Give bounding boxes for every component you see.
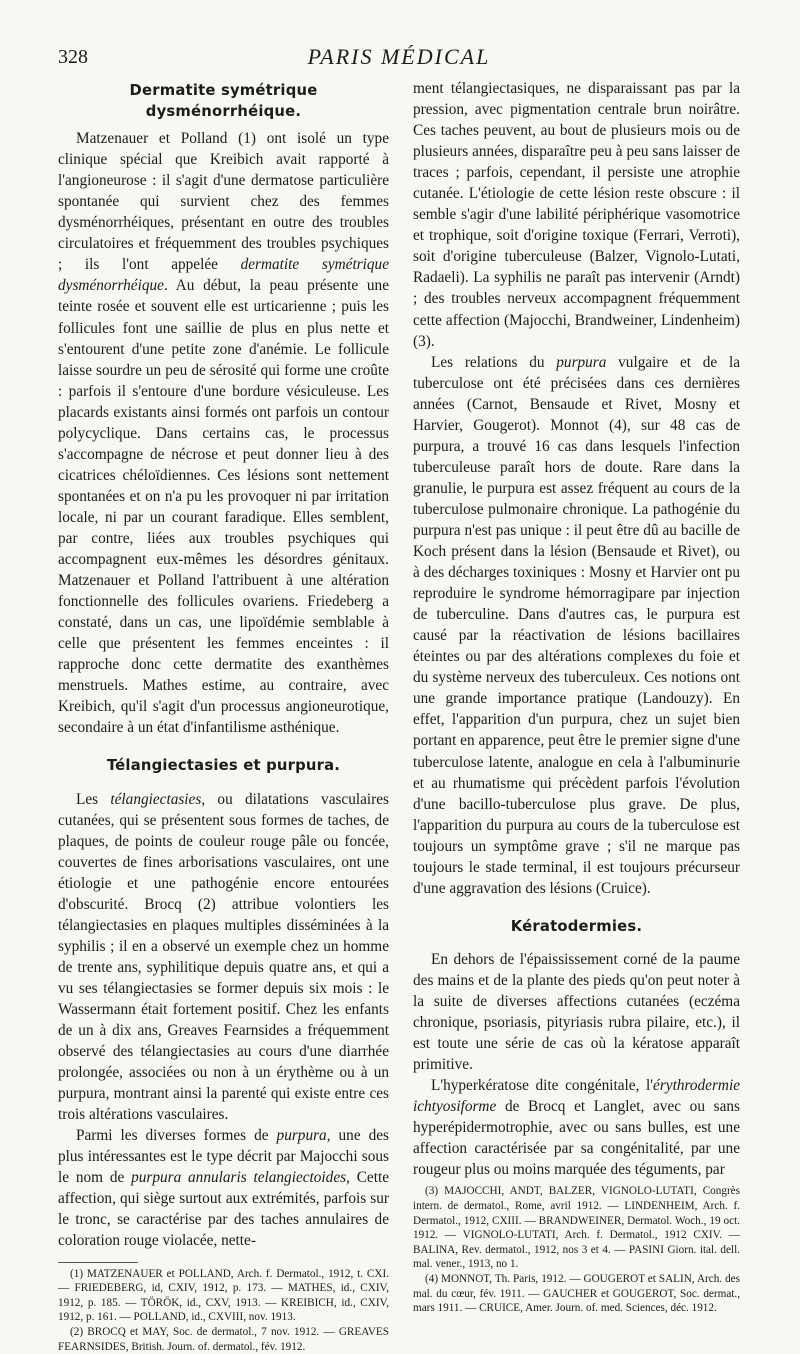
paragraph-purpura-continued: ment télangiectasiques, ne disparaissant pas par la pression, avec pigmentation centrale brun noirâtre. Ces taches peuvent, au bout de plusieurs mois ou de plusieurs années, disparaître peu à peu sans laisser de traces ; parfois, cependant, il persiste une atrophie cutanée. L'étiologie de cette lésion reste obscure : il semble s'agir d'une labilité périphérique vasomotrice et trophique, soit d'origine toxique (Ferrari, Verroti), soit d'origine tuberculeuse (Balzer, Vignolo-Lutati, Radaeli). La syphilis ne paraît pas intervenir (Arndt) ; des troubles nerveux accompagnent fréquemment cette affection (Majocchi, Brandweiner, Lindenheim) (3). [413, 80, 740, 350]
section-heading-keratodermies: Kératodermies. [510, 917, 643, 935]
footnote-4: (4) MONNOT, Th. Paris, 1912. — GOUGEROT et SALIN, Arch. des mal. du cœur, fév. 1911. — GAUCHER et GOUGEROT, Soc. dermat., mars 1911. — CRUICE, Amer. Journ. of. med. Sciences, déc. 1912. [413, 1272, 740, 1315]
text-run: L'hyperkératose dite congénitale, l' [431, 1077, 654, 1095]
paragraph-telangiectasies [58, 789, 389, 1126]
right-column [413, 78, 740, 1316]
text-run: Les relations du [431, 353, 557, 371]
emphasis-text: purpura annularis telangiectoides [131, 1169, 347, 1187]
section-heading-telangiectasies: Télangiectasies et purpura. [106, 757, 341, 775]
text-run: Parmi les diverses formes de [76, 1127, 277, 1145]
page-number: 328 [58, 46, 88, 68]
text-run: . Au début, la peau présente une teinte rosée et souvent elle est urticarienne ; puis les follicules font une saillie de plus en plus nette et s'entourent d'une petite zone d'anémie. Le follicule laisse sourdre un peu de sérosité qui forme une croûte : parfois il s'entoure d'une bordure vésiculeuse. Les placards existants ainsi formés ont parfois un contour polycyclique. Dans certains cas, le processus s'accompagne de nécrose et peut donner lieu à des cicatrices chéloïdiennes. Ces lésions sont nettement spontanées et on n'a pu les provoquer ni par irritation locale, ni par un courant faradique. Elles semblent, par contre, liées aux troubles psychiques qui accompagnent eux-mêmes les désordres génitaux. Matzenauer et Polland l'attribuent à une altération fonctionnelle des follicules ovariens. Friedeberg a constaté, dans un cas, une lipoïdémie semblable à celle que présentent les femmes enceintes : il rapproche donc cette dermatite des exanthèmes menstruels. Mathes estime, au contraire, avec Kreibich, qu'il s'agit d'un processus angioneurotique, secondaire à un état d'infantilisme asthénique. [58, 277, 389, 737]
text-run: Les [76, 790, 111, 808]
paragraph-purpura-forms [58, 1125, 389, 1251]
text-run: , une des plus intéressantes est le type décrit par Majocchi sous le nom de [58, 1127, 389, 1187]
footnote-rule [58, 1262, 138, 1263]
paragraph-hyperkeratose [413, 1075, 740, 1180]
page-header [58, 40, 740, 74]
paragraph-keratodermies: En dehors de l'épaississement corné de la paume des mains et de la plante des pieds qu'on peut noter à la suite de diverses affections cutanées (eczéma chronique, psoriasis, pityriasis rubra pilaire, etc.), il est toute une série de cas où la kératose apparaît primitive. [413, 950, 740, 1074]
text-run: , ou dilatations vasculaires cutanées, qui se présentent sous formes de taches, de plaques, de points de couleur rouge pâle ou foncée, couvertes de fines arborisations vasculaires, ont une étiologie et une pathogénie encore entourées d'obscurité. Brocq (2) attribue volontiers les télangiectasies en plaques multiples disséminées à la syphilis ; il en a observé un exemple chez un homme de trente ans, syphilitique depuis quatre ans, et qui a vu ses télangiectasies se former depuis six mois : le Wassermann était fortement positif. Chez les enfants de un à dix ans, Greaves Fearnsides a fréquemment observé des télangiectasies au cours d'une diarrhée prolongée, associées ou non à un érythème ou à un purpura, montrant ainsi la parenté qui existe entre ces trois altérations vasculaires. [58, 790, 389, 1124]
footnotes-left [58, 1267, 389, 1354]
paragraph-purpura-tuberculose [413, 352, 740, 899]
journal-title: PARIS MÉDICAL [307, 44, 491, 69]
left-column [58, 78, 389, 1354]
footnotes-right [413, 1184, 740, 1315]
emphasis-text: érythrodermie ichtyosiforme [413, 1077, 740, 1116]
emphasis-text: purpura [556, 353, 607, 371]
text-run: , Cette affection, qui siège surtout aux extrémités, parfois sur le tronc, se caractérise par des taches annulaires de coloration rouge violacée, nette- [58, 1169, 389, 1250]
emphasis-text: purpura [276, 1127, 327, 1145]
section-heading-dermatite: Dermatite symétrique dysménorrhéique. [129, 82, 318, 121]
text-run: vulgaire et de la tuberculose ont été précisées dans ces dernières années (Carnot, Bensaude et Rivet, Mosny et Harvier, Gougerot). Monnot (4), sur 48 cas de purpura, a trouvé 16 cas dans lesquels l'infection tuberculeuse paraît hors de doute. Rare dans la granulie, le purpura est assez fréquent au cours de la tuberculose pulmonaire chronique. La pathogénie du purpura n'est pas unique : il peut être dû au bacille de Koch présent dans la lésion (Bensaude et Rivet), ou à des décharges toxiniques : Mosny et Harvier ont pu reproduire le syndrome hémorragipare par injection de tuberculine. Dans d'autres cas, le purpura est causé par la réactivation de lésions bacillaires éteintes ou par des altérations complexes du foie et du système nerveux des tuberculeux. Ces notions ont une grande importance pratique (Landouzy). En effet, l'apparition d'un purpura, chez un sujet bien portant en apparence, peut être le premier signe d'une tuberculose latente, analogue en cela à l'albuminurie et au rhumatisme qui précèdent parfois l'évolution d'une bacillo-tuberculose plus grave. De plus, l'apparition du purpura au cours de la tuberculose est toujours un symptôme grave ; s'il ne marque pas toujours le stade terminal, il est toujours précurseur d'une aggravation des lésions (Cruice). [413, 353, 740, 897]
footnote-1: (1) MATZENAUER et POLLAND, Arch. f. Dermatol., 1912, t. CXI. — FRIEDEBERG, id, CXIV, 1912, p. 173. — MATHES, id., CXIV, 1912, p. 185. — TÖRÖK, id., CXV, 1913. — KREIBICH, id., CXIV, 1912, p. 161. — POLLAND, id., CXVIII, nov. 1913. [58, 1267, 389, 1324]
emphasis-text: dermatite symétrique dysménorrhéique [58, 256, 389, 295]
paragraph-dermatite [58, 128, 389, 738]
emphasis-text: télangiectasies [110, 790, 202, 808]
footnote-3: (3) MAJOCCHI, ANDT, BALZER, VIGNOLO-LUTATI, Congrès intern. de dermatol., Rome, avril 1912. — LINDENHEIM, Arch. f. Dermatol., 1912, CXIII. — BRANDWEINER, Dermatol. Woch., 19 oct. 1912. — VIGNOLO-LUTATI, Arch. f. Dermatol., 1912 CXIV. — BALINA, Rev. dermatol., 1912, nos 3 et 4. — PASINI Giorn. ital. dell. mal. vener., 1913, no 1. [413, 1185, 740, 1271]
text-run: Matzenauer et Polland (1) ont isolé un type clinique spécial que Kreibich avait rapporté à l'angioneurose : il s'agit d'une dermatose particulière spontanée qui survient chez des femmes dysménorrhéiques, présentant en outre des troubles circulatoires et fréquemment des troubles psychiques ; ils l'ont appelée [58, 130, 389, 274]
footnote-2: (2) BROCQ et MAY, Soc. de dermatol., 7 nov. 1912. — GREAVES FEARNSIDES, British. Journ. of. dermatol., fév. 1912. [58, 1325, 389, 1353]
text-run: de Brocq et Langlet, avec ou sans hyperépidermotrophie, avec ou sans bulles, est une affection caractérisée par sa congénitalité, par une rougeur plus ou moins marquée des téguments, par [413, 1098, 740, 1179]
